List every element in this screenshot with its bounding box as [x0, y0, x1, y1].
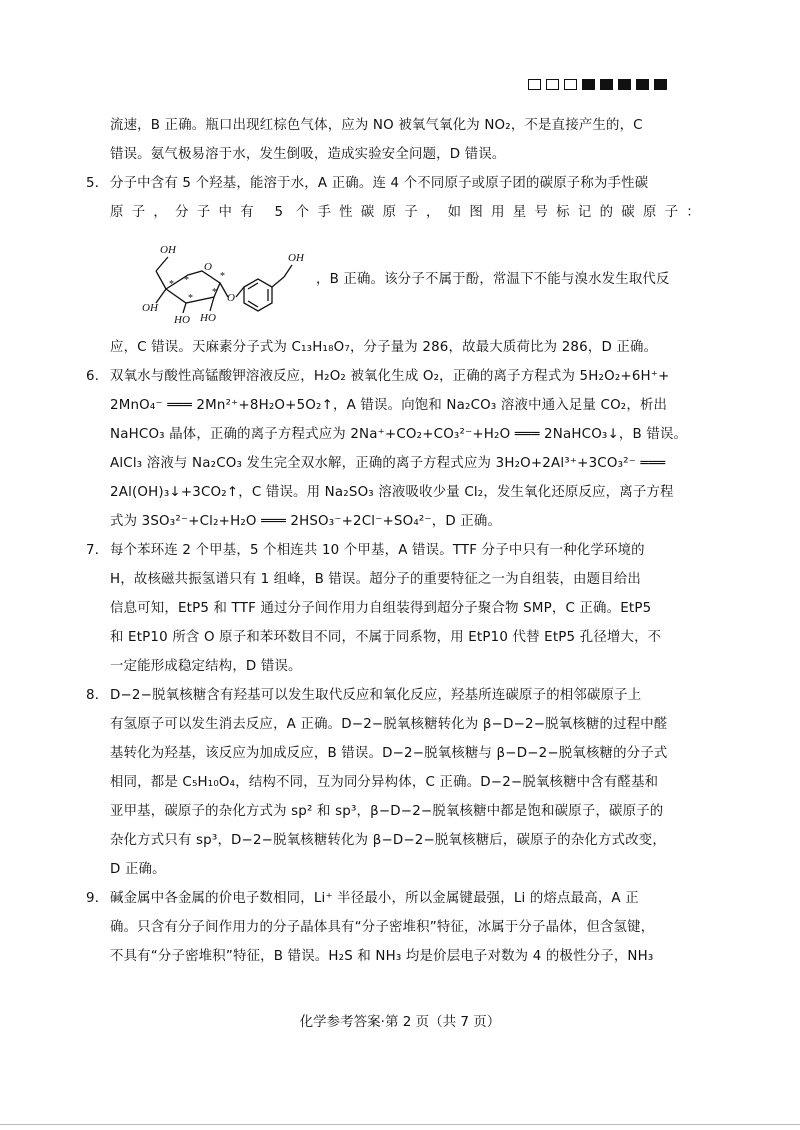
text-line: 流速，B 正确。瓶口出现红棕色气体，应为 NO 被氧气氧化为 NO₂，不是直接产生的，C — [110, 118, 643, 133]
marker-square-filled — [600, 79, 613, 90]
text-line: 杂化方式只有 sp³，D−2−脱氧核糖转化为 β−D−2−脱氧核糖后，碳原子的杂化方式改变， — [110, 833, 666, 848]
text-line: 和 EtP10 所含 O 原子和苯环数目不同，不属于同系物，用 EtP10 代替 EtP5 孔径增大，不 — [110, 630, 662, 645]
scan-edge-line — [0, 1124, 800, 1125]
molecule-label-ring-oxygen: O — [204, 261, 212, 273]
text-line: 一定能形成稳定结构，D 错误。 — [110, 659, 302, 674]
question-number: 8． — [86, 688, 109, 703]
marker-square-filled — [618, 79, 631, 90]
question-8-line: 8． D−2−脱氧核糖含有羟基可以发生取代反应和氧化反应，羟基所连碳原子的相邻碳原子上 — [110, 681, 700, 710]
chiral-carbon-star: * — [169, 279, 174, 290]
chiral-carbon-star: * — [220, 271, 225, 282]
question-number: 9． — [86, 891, 109, 906]
text-line: 2MnO₄⁻ ═══ 2Mn²⁺+8H₂O+5O₂↑，A 错误。向饱和 Na₂CO₃ 溶液中通入足量 CO₂，析出 — [110, 398, 668, 413]
marker-square-filled — [582, 79, 595, 90]
chiral-carbon-star: * — [188, 293, 193, 304]
molecule-label-ho: HO — [200, 312, 216, 324]
molecule-label-oh: OH — [160, 244, 176, 256]
marker-square-outline — [564, 79, 577, 90]
text-line: D 正确。 — [110, 862, 166, 877]
text-line: 亚甲基，碳原子的杂化方式为 sp² 和 sp³，β−D−2−脱氧核糖中都是饱和碳原子，碳原子的 — [110, 804, 664, 819]
text-line: 原子，分子中有 5 个手性碳原子，如图用星号标记的碳原子： — [110, 205, 700, 220]
molecule-label-oh: OH — [288, 252, 304, 264]
molecule-label-ho: HO — [174, 314, 190, 326]
text-line: 式为 3SO₃²⁻+Cl₂+H₂O ═══ 2HSO₃⁻+2Cl⁻+SO₄²⁻，D 正确。 — [110, 514, 502, 529]
marker-square-filled — [636, 79, 649, 90]
text-line: 有氢原子可以发生消去反应，A 正确。D−2−脱氧核糖转化为 β−D−2−脱氧核糖的过程中醛 — [110, 717, 668, 732]
text-line: H，故核磁共振氢谱只有 1 组峰，B 错误。超分子的重要特征之一为自组装，由题目给出 — [110, 572, 642, 587]
molecule-row — [110, 227, 700, 333]
question-number: 6． — [86, 369, 109, 384]
molecule-label-ether-oxygen: O — [227, 292, 235, 304]
text-line: 基转化为羟基，该反应为加成反应，B 错误。D−2−脱氧核糖与 β−D−2−脱氧核糖的分子式 — [110, 746, 668, 761]
question-7-line: 7． 每个苯环连 2 个甲基，5 个相连共 10 个甲基，A 错误。TTF 分子中只有一种化学环境的 — [110, 536, 700, 565]
text-line: AlCl₃ 溶液与 Na₂CO₃ 发生完全双水解，正确的离子方程式应为 3H₂O+2Al³⁺+3CO₃²⁻ ═══ — [110, 456, 666, 471]
text-line: 信息可知，EtP5 和 TTF 通过分子间作用力自组装得到超分子聚合物 SMP，C 正确。EtP5 — [110, 601, 652, 616]
text-line: 相同，都是 C₅H₁₀O₄，结构不同，互为同分异构体，C 正确。D−2−脱氧核糖中含有醛基和 — [110, 775, 659, 790]
text-line: 不具有“分子密堆积”特征，B 错误。H₂S 和 NH₃ 均是价层电子对数为 4 的极性分子，NH₃ — [110, 949, 654, 964]
chiral-carbon-star: * — [184, 275, 189, 286]
text-line: 2Al(OH)₃↓+3CO₂↑，C 错误。用 Na₂SO₃ 溶液吸收少量 Cl₂，发生氧化还原反应，离子方程 — [110, 485, 674, 500]
molecule-label-oh: OH — [142, 302, 158, 314]
page-marker-squares — [528, 79, 667, 90]
gastrodin-structure-diagram — [128, 231, 318, 331]
question-5-line: 5． 分子中含有 5 个羟基，能溶于水，A 正确。连 4 个不同原子或原子团的碳原子称为手性碳 — [110, 169, 700, 198]
question-number: 5． — [86, 176, 109, 191]
marker-square-outline — [528, 79, 541, 90]
marker-square-outline — [546, 79, 559, 90]
text-line: 确。只含有分子间作用力的分子晶体具有“分子密堆积”特征，冰属于分子晶体，但含氢键， — [110, 920, 655, 935]
marker-square-filled — [654, 79, 667, 90]
answer-body — [86, 111, 700, 971]
question-6-line: 6． 双氧水与酸性高锰酸钾溶液反应，H₂O₂ 被氧化生成 O₂，正确的离子方程式为 5H₂O₂+6H⁺+ — [110, 362, 700, 391]
text-line: ，B 正确。该分子不属于酚，常温下不能与溴水发生取代反 — [316, 272, 670, 287]
text-line: 应，C 错误。天麻素分子式为 C₁₃H₁₈O₇，分子量为 286，故最大质荷比为 286，D 正确。 — [110, 340, 658, 355]
text-line: NaHCO₃ 晶体，正确的离子方程式应为 2Na⁺+CO₂+CO₃²⁻+H₂O ═══ 2NaHCO₃↓，B 错误。 — [110, 427, 688, 442]
question-number: 7． — [86, 543, 109, 558]
question-9-line: 9． 碱金属中各金属的价电子数相同，Li⁺ 半径最小，所以金属键最强，Li 的熔点最高，A 正 — [110, 884, 700, 913]
chiral-carbon-star: * — [212, 287, 217, 298]
page-footer: 化学参考答案·第 2 页（共 7 页） — [299, 1014, 501, 1030]
text-line: 错误。氨气极易溶于水，发生倒吸，造成实验安全问题，D 错误。 — [110, 147, 506, 162]
